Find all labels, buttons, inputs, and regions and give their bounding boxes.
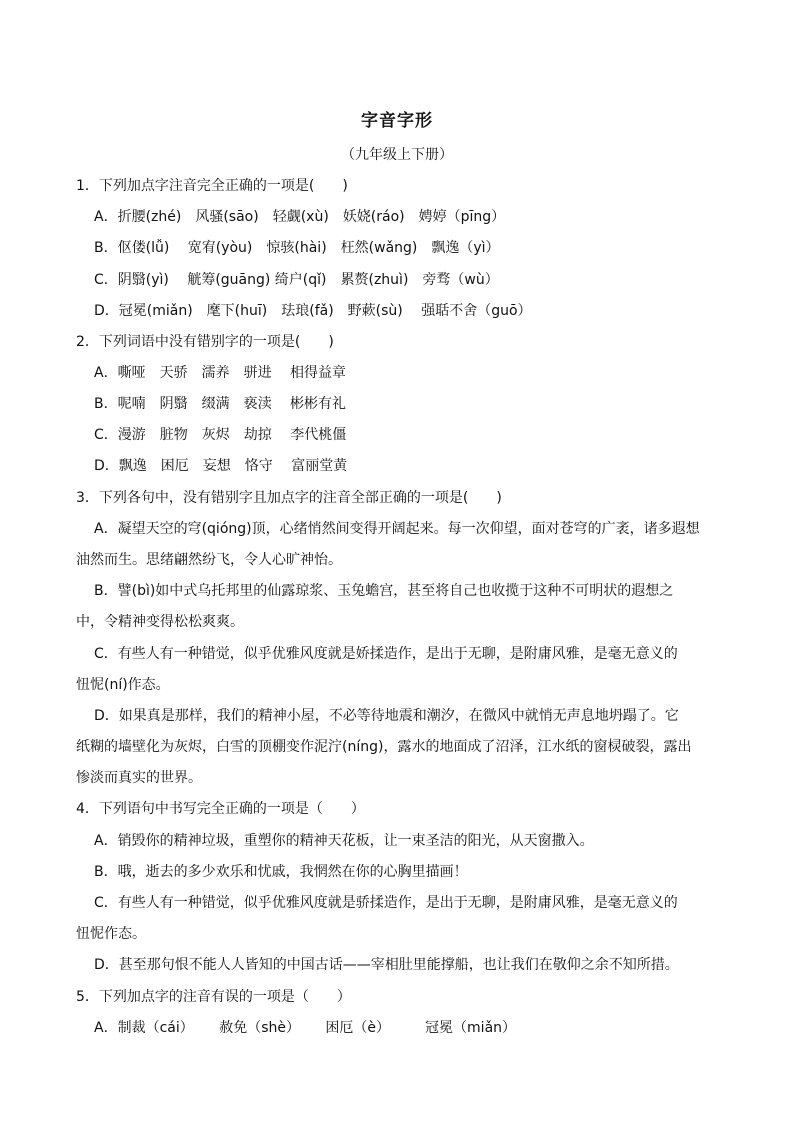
question-3-option-d-cont2: 惨淡而真实的世界。 [76, 770, 202, 786]
question-2-option-b: B．呢喃 阴翳 缀满 亵渎 彬彬有礼 [94, 396, 347, 412]
question-3-option-b-cont: 中，令精神变得松松爽爽。 [76, 614, 244, 630]
question-3-option-c: C．有些人有一种错觉，似乎优雅风度就是娇揉造作，是出于无聊，是附庸风雅，是毫无意义的 [94, 646, 678, 662]
question-2-option-d: D．飘逸 困厄 妄想 恪守 富丽堂黄 [94, 458, 348, 474]
question-3-option-b: B．譬(bì)如中式乌托邦里的仙露琼浆、玉兔蟾宫，甚至将自己也收揽于这种不可明状的遐想之 [94, 583, 674, 599]
question-1-option-b: B．伛偻(lǚ) 宽宥(yòu) 惊骇(hài) 枉然(wǎng) 飘逸（yì） [94, 240, 500, 256]
question-4-option-b: B．哦，逝去的多少欢乐和忧戚，我惘然在你的心胸里描画！ [94, 864, 468, 880]
question-2-stem: 2．下列词语中没有错别字的一项是( ) [76, 334, 334, 350]
question-5-option-a: A．制裁（cái） 赦免（shè） 困厄（è） 冠冕（miǎn） [94, 1020, 517, 1036]
question-3-option-c-cont: 忸怩(ní)作态。 [76, 677, 170, 693]
question-2-option-c: C．漫游 脏物 灰烬 劫掠 李代桃僵 [94, 427, 347, 443]
question-1-option-d: D．冠冕(miǎn) 麾下(huī) 珐琅(fǎ) 野蔌(sù) 强聒不舍（guō） [94, 303, 532, 319]
question-3-option-d: D．如果真是那样，我们的精神小屋，不必等待地震和潮汐，在微风中就悄无声息地坍蹋了。它 [94, 708, 679, 724]
question-4-option-d: D．甚至那句恨不能人人皆知的中国古话——宰相肚里能撑船，也让我们在敬仰之余不知所措。 [94, 957, 679, 973]
page-title: 字音字形 [361, 111, 433, 131]
question-4-option-c: C．有些人有一种错觉，似乎优雅风度就是骄揉造作，是出于无聊，是附庸风雅，是毫无意义的 [94, 895, 678, 911]
question-2-option-a: A．嘶哑 天骄 濡养 骈进 相得益章 [94, 365, 347, 381]
question-1-option-c: C．阴翳(yì) 觥筹(guāng) 绮户(qǐ) 累赘(zhuì) 旁骛（wù） [94, 272, 499, 288]
question-3-stem: 3．下列各句中，没有错别字且加点字的注音全部正确的一项是( ) [76, 490, 502, 506]
page-subtitle: （九年级上下册） [341, 147, 453, 163]
question-1-option-a: A．折腰(zhé) 风骚(sāo) 轻觑(xù) 妖娆(ráo) 娉婷（pīng） [94, 209, 506, 225]
question-4-option-a: A．销毁你的精神垃圾，重塑你的精神天花板，让一束圣洁的阳光，从天窗撒入。 [94, 833, 594, 849]
question-3-option-a-cont: 油然而生。思绪翩然纷飞，令人心旷神怡。 [76, 552, 342, 568]
question-3-option-d-cont: 纸糊的墙壁化为灰烬，白雪的顶棚变作泥泞(níng)，露水的地面成了沼泽，江水纸的窗棂破裂，露出 [76, 739, 692, 755]
question-5-stem: 5．下列加点字的注音有误的一项是（ ） [76, 989, 351, 1005]
question-4-stem: 4．下列语句中书写完全正确的一项是（ ） [76, 801, 365, 817]
question-1-stem: 1．下列加点字注音完全正确的一项是( ) [76, 178, 348, 194]
question-4-option-c-cont: 忸怩作态。 [76, 926, 146, 942]
question-3-option-a: A．凝望天空的穹(qióng)顶，心绪悄然间变得开阔起来。每一次仰望，面对苍穹的广袤，诸多遐想 [94, 521, 700, 537]
